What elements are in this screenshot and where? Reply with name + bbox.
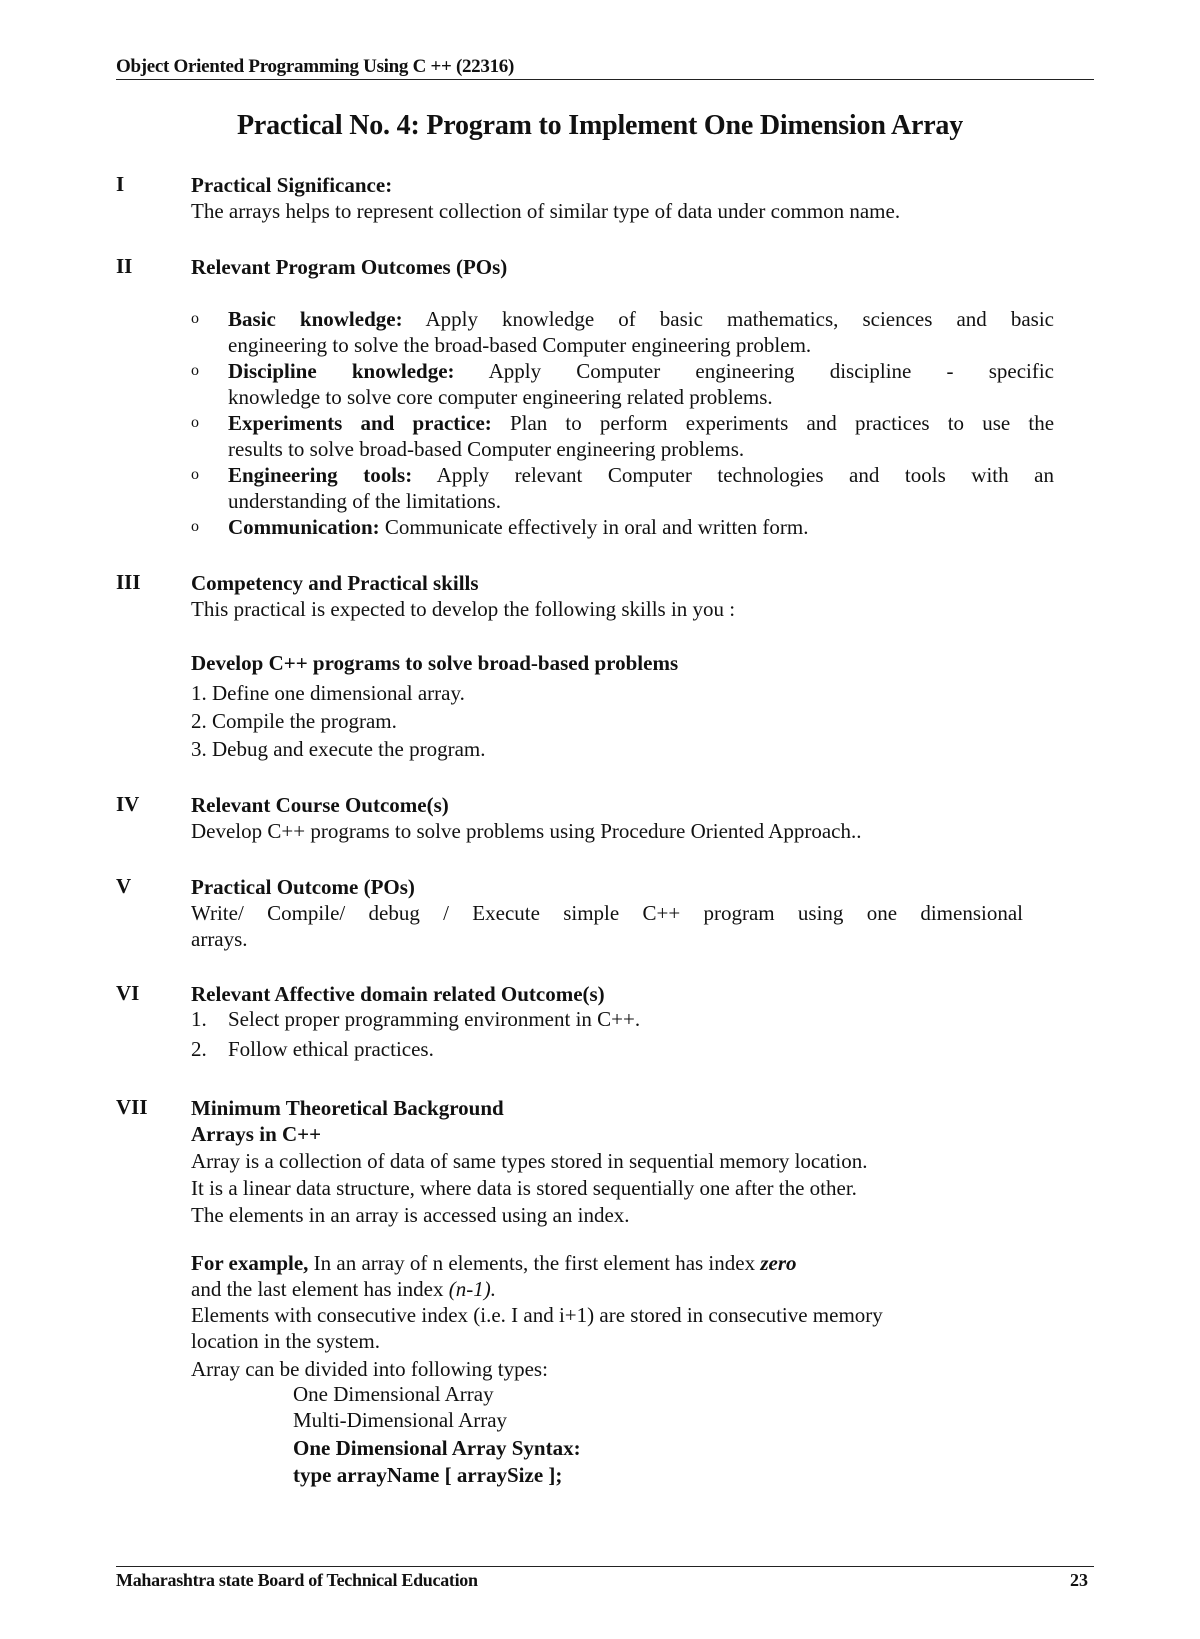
po-term: Experiments and practice: (228, 411, 492, 435)
po-text: Communicate effectively in oral and written form. (384, 515, 809, 539)
po-term: Engineering tools: (228, 463, 413, 487)
section-text-1: The arrays helps to represent collection of similar type of data under common name. (191, 199, 901, 223)
section-intro-3: This practical is expected to develop the following skills in you : (191, 597, 736, 621)
page-title: Practical No. 4: Program to Implement One Dimension Array (236, 110, 964, 141)
page-number: 23 (1070, 1570, 1088, 1590)
example-zero: zero (760, 1251, 797, 1275)
po-term: Basic knowledge: (228, 307, 403, 331)
section-number-2: II (116, 254, 133, 278)
po-text: Apply knowledge of basic mathematics, sciences and basic (425, 307, 1055, 331)
footer-board: Maharashtra state Board of Technical Education (116, 1570, 478, 1590)
example-index: (n-1). (448, 1277, 496, 1301)
po-term: Discipline knowledge: (228, 359, 455, 383)
section-number-7: VII (116, 1095, 148, 1119)
po-text: Apply Computer engineering discipline - specific (488, 359, 1055, 383)
bullet-icon: o (191, 518, 199, 535)
po-term: Communication: (228, 515, 380, 539)
running-header: Object Oriented Programming Using C ++ (22316) (116, 56, 515, 77)
example-line-1 (191, 1250, 797, 1276)
section-heading-4: Relevant Course Outcome(s) (191, 793, 449, 817)
section-heading-1: Practical Significance: (191, 173, 393, 197)
section-number-3: III (116, 570, 141, 594)
section-number-4: IV (116, 792, 140, 816)
section-text-5-line-2: arrays. (191, 927, 248, 951)
section-number-6: VI (116, 981, 140, 1005)
po-item-2-line-2: knowledge to solve core computer engineering related problems. (228, 385, 773, 409)
section-text-4: Develop C++ programs to solve problems using Procedure Oriented Approach.. (191, 819, 862, 843)
outcome-number-1: 1. (191, 1007, 207, 1031)
po-item-1-line-2: engineering to solve the broad-based Computer engineering problem. (228, 333, 812, 357)
po-text: Apply relevant Computer technologies and tools with an (436, 463, 1054, 487)
po-item-5-line-1 (228, 514, 1054, 540)
po-item-3-line-1 (228, 410, 1054, 436)
po-item-4-line-2: understanding of the limitations. (228, 489, 501, 513)
array-type-2: Multi-Dimensional Array (293, 1408, 508, 1432)
section-text-5-line-1: Write/ Compile/ debug / Execute simple C++ program using one dimensional (191, 901, 1023, 925)
footer-rule (116, 1566, 1094, 1567)
skill-item-2: 2. Compile the program. (191, 709, 397, 733)
syntax-code: type arrayName [ arraySize ]; (293, 1463, 563, 1487)
theory-line-6: Array can be divided into following types: (191, 1357, 548, 1381)
header-rule (116, 79, 1094, 80)
outcome-number-2: 2. (191, 1037, 207, 1061)
po-text: Plan to perform experiments and practices to use the (509, 411, 1055, 435)
example-text: In an array of n elements, the first element has index (308, 1251, 761, 1275)
po-item-3-line-2: results to solve broad-based Computer engineering problems. (228, 437, 745, 461)
section-heading-6: Relevant Affective domain related Outcome(s) (191, 982, 605, 1006)
bullet-icon: o (191, 466, 199, 483)
theory-line-1: Array is a collection of data of same types stored in sequential memory location. (191, 1149, 868, 1173)
theory-line-3: The elements in an array is accessed using an index. (191, 1203, 630, 1227)
bullet-icon: o (191, 414, 199, 431)
bullet-icon: o (191, 310, 199, 327)
outcome-item-1: Select proper programming environment in C++. (228, 1007, 641, 1031)
theory-line-2: It is a linear data structure, where data is stored sequentially one after the other. (191, 1176, 857, 1200)
section-subheading-7: Arrays in C++ (191, 1122, 322, 1146)
outcome-item-2: Follow ethical practices. (228, 1037, 434, 1061)
section-subheading-3: Develop C++ programs to solve broad-based problems (191, 651, 679, 675)
skill-item-3: 3. Debug and execute the program. (191, 737, 486, 761)
bullet-icon: o (191, 362, 199, 379)
example-text-2: and the last element has index (191, 1277, 449, 1301)
section-heading-2: Relevant Program Outcomes (POs) (191, 255, 508, 279)
array-type-1: One Dimensional Array (293, 1382, 494, 1406)
example-term: For example, (191, 1251, 309, 1275)
theory-line-4: Elements with consecutive index (i.e. I and i+1) are stored in consecutive memory (191, 1303, 883, 1327)
section-heading-3: Competency and Practical skills (191, 571, 479, 595)
po-item-4-line-1 (228, 462, 1054, 488)
theory-line-5: location in the system. (191, 1329, 380, 1353)
section-number-5: V (116, 874, 132, 898)
example-line-2 (191, 1276, 496, 1302)
po-item-2-line-1 (228, 358, 1054, 384)
section-number-1: I (116, 172, 125, 196)
po-item-1-line-1 (228, 306, 1054, 332)
section-heading-5: Practical Outcome (POs) (191, 875, 415, 899)
skill-item-1: 1. Define one dimensional array. (191, 681, 465, 705)
section-heading-7: Minimum Theoretical Background (191, 1096, 504, 1120)
syntax-label: One Dimensional Array Syntax: (293, 1436, 581, 1460)
